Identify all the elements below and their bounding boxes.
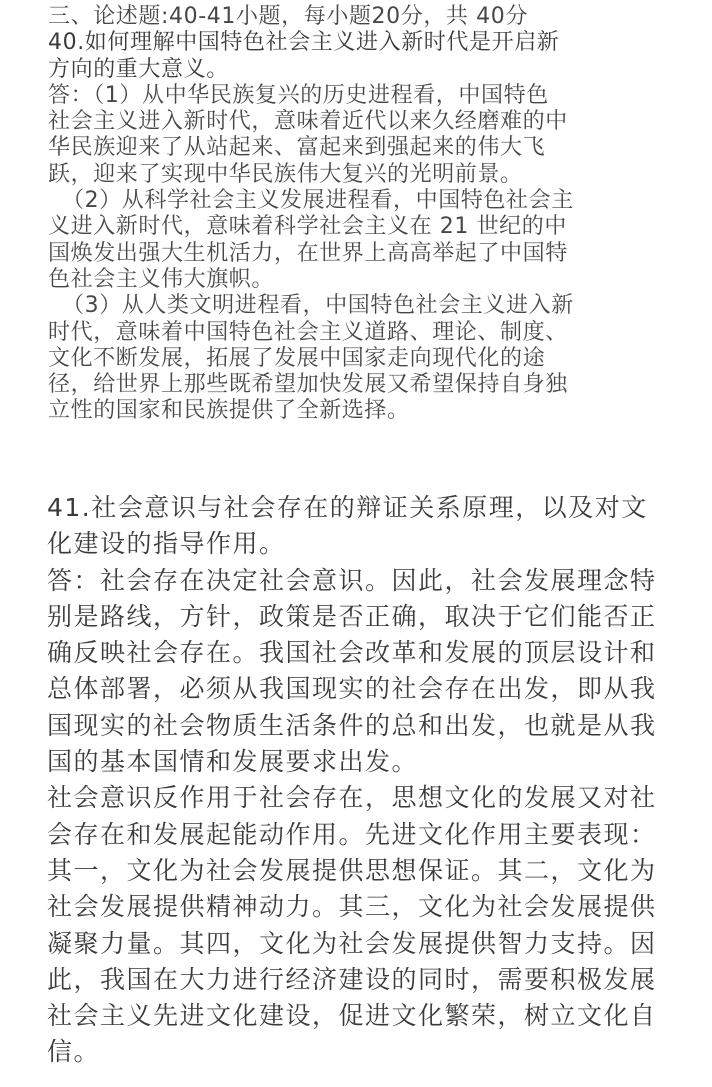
answer-line: 别是路线，方针，政策是否正确，取决于它们能否正 — [47, 601, 657, 631]
answer-line: （2）从科学社会主义发展进程看，中国特色社会主 — [62, 188, 574, 214]
answer-line: 时代，意味着中国特色社会主义道路、理论、制度、 — [48, 319, 568, 345]
question-title-line: 41.社会意识与社会存在的辩证关系原理，以及对文 — [47, 493, 648, 522]
answer-line: 国的基本国情和发展要求出发。 — [47, 747, 419, 777]
section-heading: 三、论述题:40-41小题，每小题20分，共 40分 — [48, 4, 528, 29]
answer-line: 文化不断发展，拓展了发展中国家走向现代化的途 — [48, 345, 546, 371]
answer-line: 其一，文化为社会发展提供思想保证。其二，文化为 — [47, 855, 657, 885]
question-title-line: 40.如何理解中国特色社会主义进入新时代是开启新 — [48, 30, 560, 56]
answer-line: 色社会主义伟大旗帜。 — [48, 266, 275, 292]
answer-line: 会存在和发展起能动作用。先进文化作用主要表现： — [47, 819, 657, 849]
answer-line: 确反映社会存在。我国社会改革和发展的顶层设计和 — [47, 638, 657, 668]
question-41-block — [47, 490, 687, 1071]
answer-line: 义进入新时代，意味着科学社会主义在 21 世纪的中 — [48, 214, 567, 240]
answer-line: 华民族迎来了从站起来、富起来到强起来的伟大飞 — [48, 135, 546, 161]
answer-line: （3）从人类文明进程看，中国特色社会主义进入新 — [62, 293, 574, 319]
question-40-block — [48, 4, 676, 425]
answer-line: 国焕发出强大生机活力，在世界上高高举起了中国特 — [48, 240, 568, 266]
answer-line: 跃，迎来了实现中华民族伟大复兴的光明前景。 — [48, 161, 523, 187]
answer-line: 社会发展提供精神动力。其三，文化为社会发展提供 — [47, 892, 657, 922]
answer-line: 径，给世界上那些既希望加快发展又希望保持自身独 — [48, 372, 568, 398]
answer-line: 立性的国家和民族提供了全新选择。 — [48, 398, 410, 424]
answer-line: 信。 — [47, 1037, 101, 1067]
answer-line: 国现实的社会物质生活条件的总和出发，也就是从我 — [47, 710, 657, 740]
answer-line: 总体部署，必须从我国现实的社会存在出发，即从我 — [47, 674, 657, 704]
answer-line: 凝聚力量。其四，文化为社会发展提供智力支持。因 — [47, 928, 657, 958]
question-title-line: 方向的重大意义。 — [48, 56, 229, 82]
answer-line: 此，我国在大力进行经济建设的同时，需要积极发展 — [47, 964, 657, 994]
answer-line: 社会意识反作用于社会存在，思想文化的发展又对社 — [47, 783, 657, 813]
answer-line: 社会主义先进文化建设，促进文化繁荣，树立文化自 — [47, 1001, 657, 1031]
answer-line: 社会主义进入新时代，意味着近代以来久经磨难的中 — [48, 109, 568, 135]
answer-line: 答：（1）从中华民族复兴的历史进程看，中国特色 — [48, 82, 549, 108]
answer-line: 答：社会存在决定社会意识。因此，社会发展理念特 — [47, 565, 657, 595]
question-title-line: 化建设的指导作用。 — [47, 529, 286, 559]
